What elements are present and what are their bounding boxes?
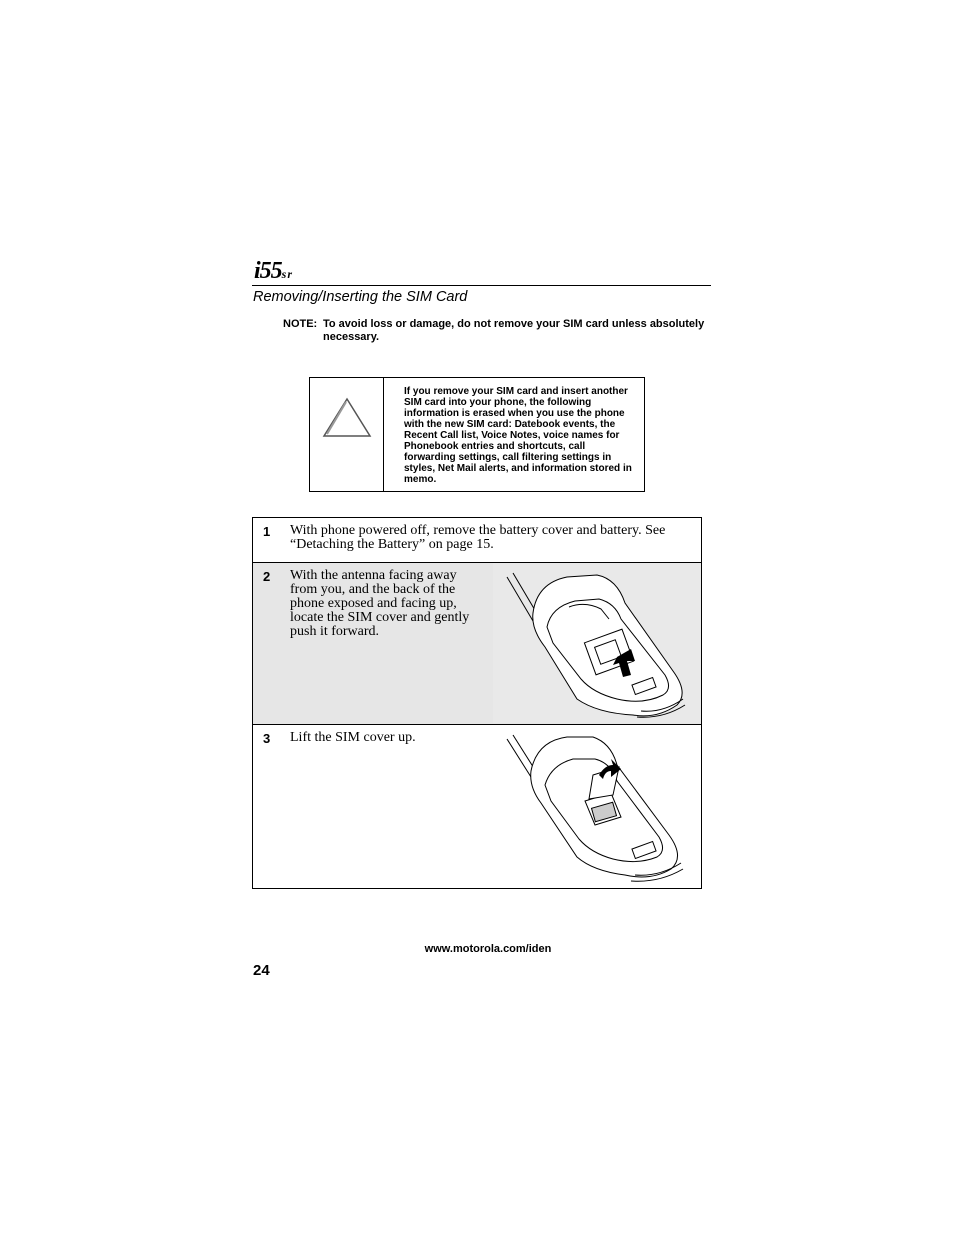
logo-main: i55 bbox=[254, 258, 282, 284]
product-logo bbox=[254, 258, 293, 285]
footer-url: www.motorola.com/iden bbox=[424, 943, 552, 955]
step-text: Lift the SIM cover up. bbox=[290, 730, 416, 745]
step-number: 3 bbox=[263, 731, 271, 746]
phone-lift-sim-cover-illustration bbox=[493, 725, 701, 885]
logo-suffix: sr bbox=[281, 267, 294, 281]
caution-box bbox=[309, 377, 645, 492]
step-number: 1 bbox=[263, 524, 271, 539]
phone-push-sim-cover-illustration bbox=[493, 563, 701, 723]
step-number: 2 bbox=[263, 569, 271, 584]
caution-triangle-icon bbox=[322, 396, 372, 445]
step-text: With phone powered off, remove the battery cover and battery. See “Detaching the Battery” on page 15. bbox=[290, 523, 666, 552]
note-text: To avoid loss or damage, do not remove your SIM card unless absolutely necessary. bbox=[323, 318, 705, 343]
note-label: NOTE: bbox=[283, 318, 318, 330]
header-rule bbox=[252, 285, 711, 286]
caution-divider bbox=[383, 378, 384, 491]
step-row-3 bbox=[253, 725, 701, 888]
section-title: Removing/Inserting the SIM Card bbox=[253, 289, 468, 305]
page-number: 24 bbox=[253, 962, 270, 979]
step-text: With the antenna facing away from you, and the back of the phone exposed and facing up, locate the SIM cover and gently push it forward. bbox=[290, 568, 470, 639]
step-row-2 bbox=[253, 563, 701, 725]
step-row-1 bbox=[253, 518, 701, 563]
steps-table bbox=[252, 517, 702, 889]
caution-text: If you remove your SIM card and insert another SIM card into your phone, the following information is erased when you use the phone with the new SIM card: Datebook events, the Recent Call list, Voice Notes, voice names for Phonebook entries and shortcuts, call forwarding settings, call filtering settings in styles, Net Mail alerts, and information stored in memo. bbox=[404, 386, 632, 485]
